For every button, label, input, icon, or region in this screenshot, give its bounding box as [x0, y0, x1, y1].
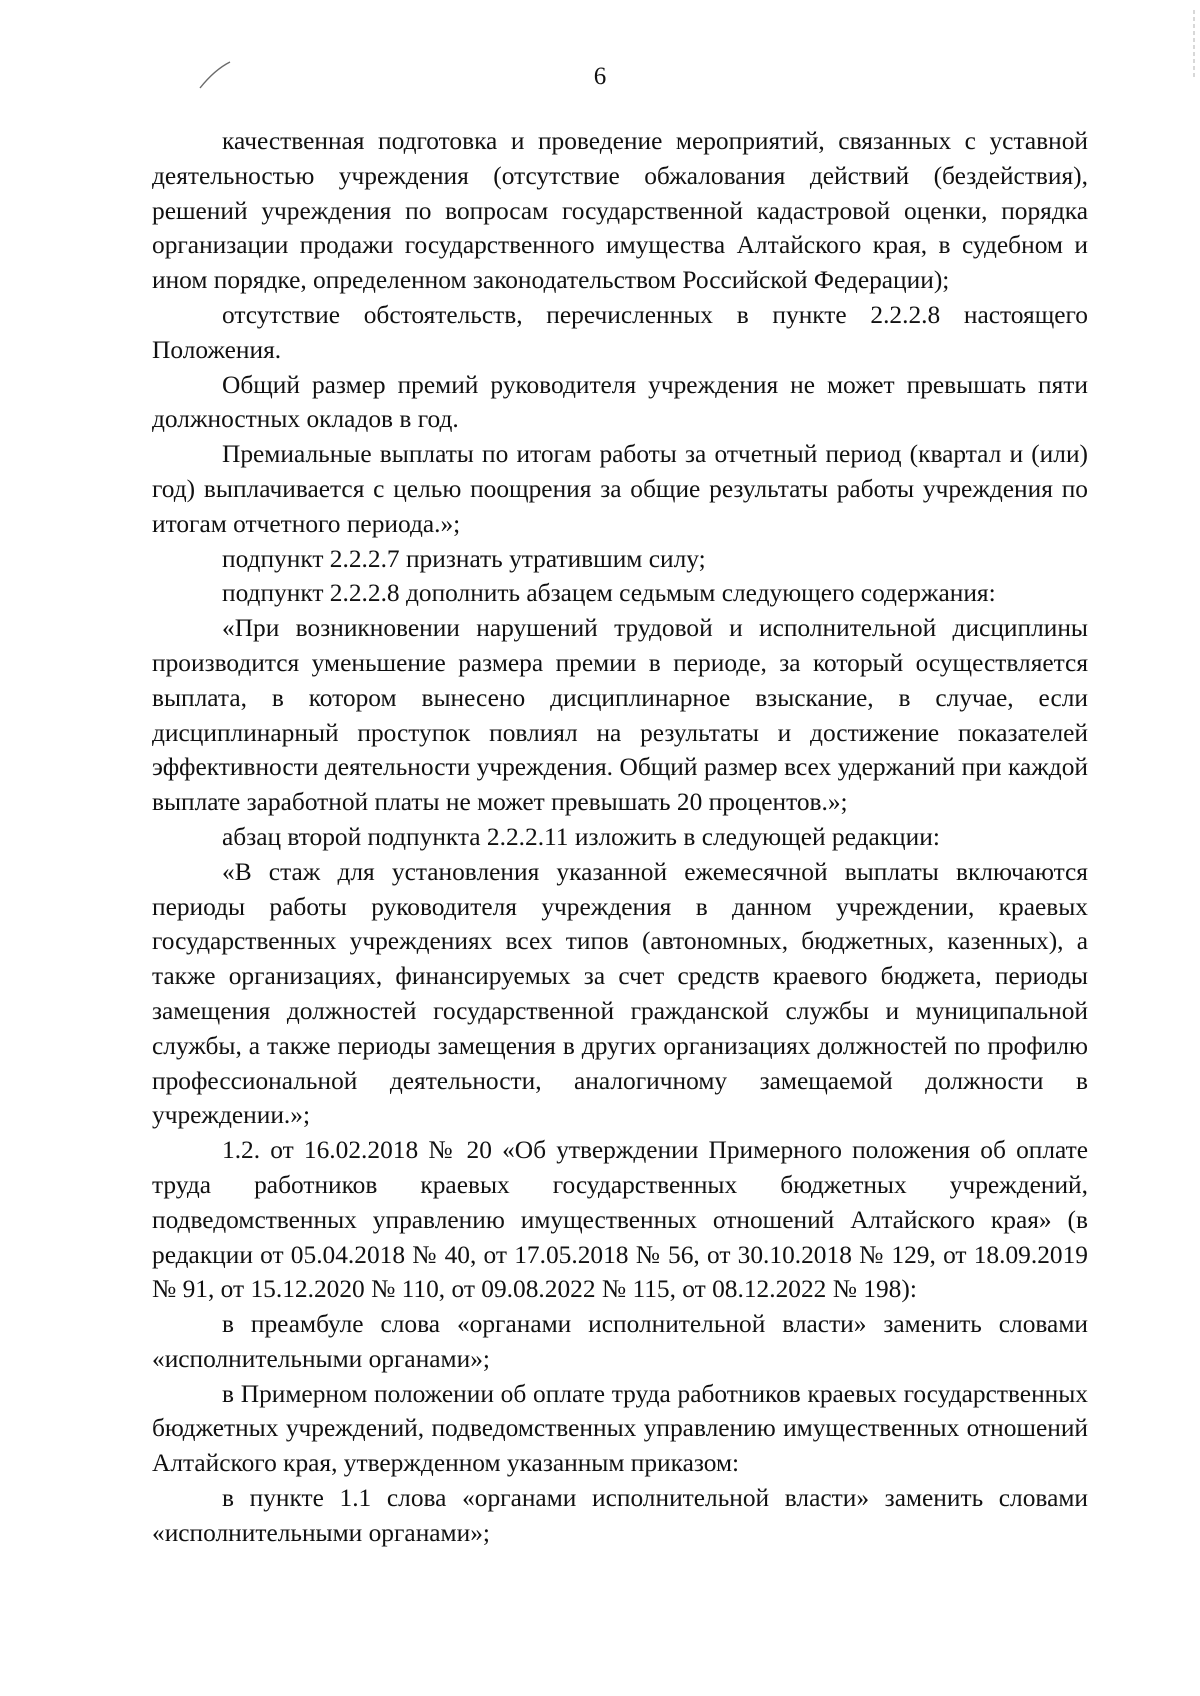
- paragraph-period-bonus: Премиальные выплаты по итогам работы за отчетный период (квартал и (или) год) выплачивается с целью поощрения за общие результаты работы учреждения по итогам отчетного периода.»;: [152, 440, 1088, 538]
- paragraph-clause-1-1: в пункте 1.1 слова «органами исполнительной власти» заменить словами «исполнительными органами»;: [152, 1484, 1088, 1547]
- paragraph-bonus-conditions: качественная подготовка и проведение мероприятий, связанных с уставной деятельностью учреждения (отсутствие обжалования действий (бездействия), решений учреждения по вопросам государственной кадастровой оценки, порядка организации продажи государственного имущества Алтайского края, в судебном и ином порядке, определенном законодательством Российской Федерации);: [152, 127, 1088, 295]
- paragraph-order-1-2: 1.2. от 16.02.2018 № 20 «Об утверждении Примерного положения об оплате труда работников краевых государственных бюджетных учреждений, подведомственных управлению имущественных отношений Алтайского края» (в редакции от 05.04.2018 № 40, от 17.05.2018 № 56, от 30.10.2018 № 129, от 18.09.2019 № 91, от 15.12.2020 № 110, от 09.08.2022 № 115, от 08.12.2022 № 198):: [152, 1136, 1088, 1304]
- paragraph-subclause-2228: подпункт 2.2.2.8 дополнить абзацем седьмым следующего содержания:: [222, 579, 996, 608]
- paragraph-subclause-22211: абзац второй подпункта 2.2.2.11 изложить в следующей редакции:: [222, 822, 940, 851]
- paragraph-model-provision: в Примерном положении об оплате труда работников краевых государственных бюджетных учреждений, подведомственных управлению имущественных отношений Алтайского края, утвержденном указанным приказом:: [152, 1379, 1088, 1478]
- paragraph-absence-of-circumstances: отсутствие обстоятельств, перечисленных в пункте 2.2.2.8 настоящего Положения.: [152, 300, 1088, 364]
- paragraph-subclause-2227: подпункт 2.2.2.7 признать утратившим силу;: [222, 544, 706, 573]
- paragraph-preamble-change: в преамбуле слова «органами исполнительной власти» заменить словами «исполнительными органами»;: [152, 1310, 1088, 1373]
- page-number: 6: [593, 63, 607, 90]
- paragraph-seniority-periods: «В стаж для установления указанной ежемесячной выплаты включаются периоды работы руководителя учреждения в данном учреждении, краевых государственных учреждениях всех типов (автономных, бюджетных, казенных), а также организациях, финансируемых за счет средств краевого бюджета, периоды замещения должностей государственной гражданской службы и муниципальной службы, а также периоды замещения в других организациях должностей по профилю профессиональной деятельности, аналогичному замещаемой должности в учреждении.»;: [152, 857, 1088, 1130]
- paragraph-bonus-limit: Общий размер премий руководителя учреждения не может превышать пяти должностных окладов в год.: [152, 370, 1088, 434]
- document-body: [152, 124, 1088, 1551]
- paragraph-discipline-violations: «При возникновении нарушений трудовой и исполнительной дисциплины производится уменьшение размера премии в периоде, за который осуществляется выплата, в котором вынесено дисциплинарное взыскание, в случае, если дисциплинарный проступок повлиял на результаты и достижение показателей эффективности деятельности учреждения. Общий размер всех удержаний при каждой выплате заработной платы не может превышать 20 процентов.»;: [152, 614, 1088, 817]
